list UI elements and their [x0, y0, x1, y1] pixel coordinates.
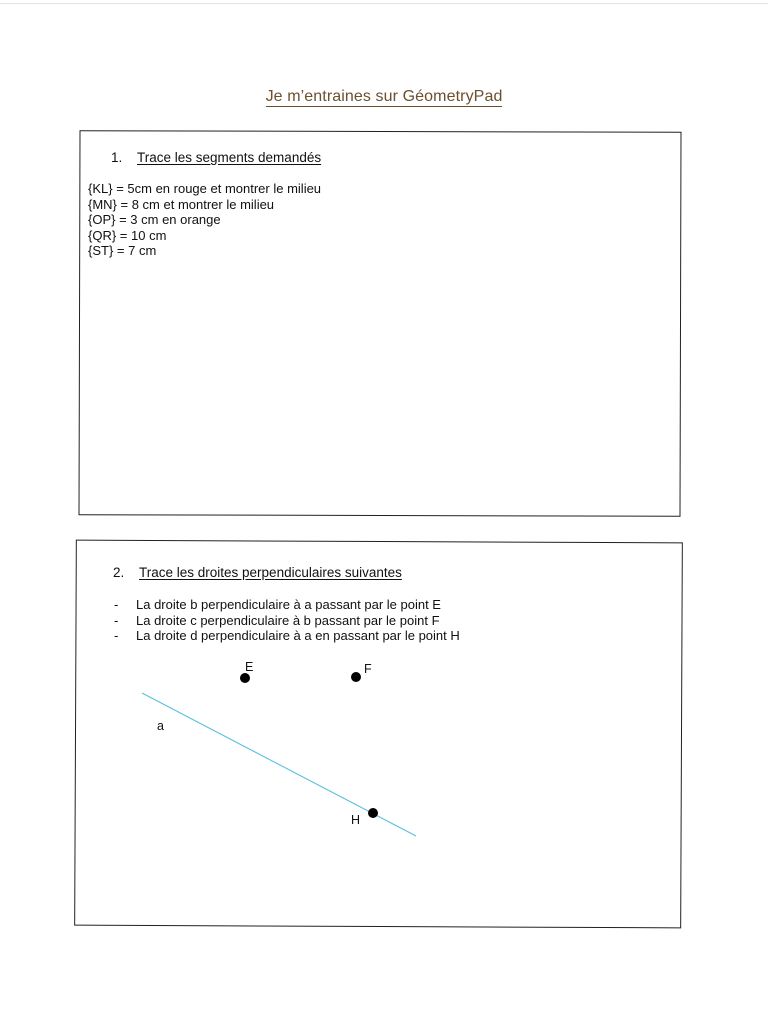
- instruction-text: La droite b perpendiculaire à a passant par le point E: [136, 597, 441, 612]
- exercise-1-title: Trace les segments demandés: [137, 150, 322, 165]
- point-h-label: H: [351, 813, 361, 827]
- point-h-dot: [368, 808, 378, 818]
- exercise-1-number: 1.: [111, 150, 123, 165]
- exercise-2-title: Trace les droites perpendiculaires suivantes: [139, 565, 402, 580]
- segment-instruction: {ST} = 7 cm: [88, 243, 157, 258]
- segment-instruction: {KL} = 5cm en rouge et montrer le milieu: [88, 181, 322, 196]
- segment-instruction: {QR} = 10 cm: [88, 227, 167, 243]
- segment-instruction: {OP} = 3 cm en orange: [88, 212, 221, 227]
- instruction-text: La droite d perpendiculaire à a en passant par le point H: [136, 628, 460, 643]
- bullet-dash: -: [114, 628, 119, 643]
- bullet-dash: -: [114, 597, 119, 612]
- point-f-dot: [351, 672, 361, 682]
- instruction-text: La droite c perpendiculaire à b passant par le point F: [136, 612, 440, 628]
- segment-instruction: {MN} = 8 cm et montrer le milieu: [88, 196, 275, 212]
- line-a-label: a: [157, 719, 164, 733]
- point-e-label: E: [245, 660, 254, 674]
- exercise-2-number: 2.: [113, 565, 125, 580]
- point-e-dot: [240, 673, 250, 683]
- bullet-dash: -: [114, 612, 119, 628]
- page-title-text: Je m’entraines sur GéometryPad: [265, 88, 503, 105]
- point-f-label: F: [364, 662, 372, 676]
